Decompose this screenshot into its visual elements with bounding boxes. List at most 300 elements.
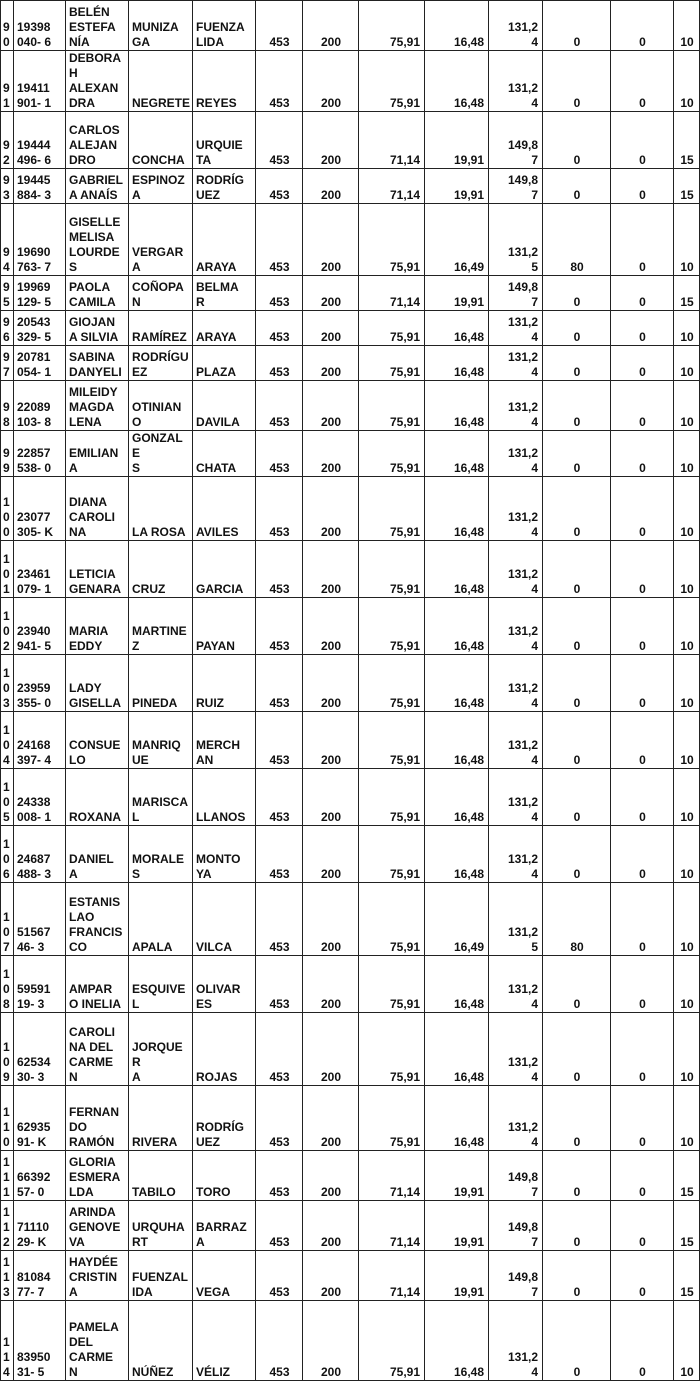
value-cell: 131,2 4 — [489, 1301, 543, 1381]
value-cell: 0 — [543, 712, 611, 769]
value-cell: 10 — [674, 431, 700, 477]
table-row — [1, 1, 700, 51]
value-cell: 200 — [303, 1151, 359, 1201]
value-cell: 200 — [303, 381, 359, 431]
value-cell: 75,91 — [359, 655, 425, 712]
row-index-cell: 1 0 6 — [1, 826, 14, 883]
maternal-surname-cell: VEGA — [193, 1251, 256, 1301]
value-cell: 149,8 7 — [489, 1201, 543, 1251]
row-index-cell: 1 1 1 — [1, 1151, 14, 1201]
first-names-cell: DIANA CAROLI NA — [66, 477, 129, 541]
table-row — [1, 204, 700, 276]
value-cell: 75,91 — [359, 541, 425, 598]
value-cell: 75,91 — [359, 956, 425, 1013]
value-cell: 16,48 — [425, 1086, 489, 1151]
table-row — [1, 1086, 700, 1151]
rut-cell: 51567 46- 3 — [14, 883, 66, 956]
paternal-surname-cell: URQUHA RT — [129, 1201, 193, 1251]
maternal-surname-cell: MERCH AN — [193, 712, 256, 769]
value-cell: 0 — [543, 276, 611, 311]
value-cell: 0 — [611, 311, 674, 346]
paternal-surname-cell: MANRIQ UE — [129, 712, 193, 769]
value-cell: 131,2 4 — [489, 541, 543, 598]
maternal-surname-cell: FUENZA LIDA — [193, 1, 256, 51]
value-cell: 0 — [543, 51, 611, 112]
value-cell: 16,48 — [425, 712, 489, 769]
value-cell: 453 — [256, 1301, 303, 1381]
value-cell: 0 — [611, 826, 674, 883]
value-cell: 15 — [674, 1201, 700, 1251]
value-cell: 0 — [611, 1013, 674, 1086]
value-cell: 75,91 — [359, 204, 425, 276]
first-names-cell: EMILIAN A — [66, 431, 129, 477]
value-cell: 200 — [303, 1251, 359, 1301]
value-cell: 200 — [303, 598, 359, 655]
value-cell: 75,91 — [359, 1, 425, 51]
paternal-surname-cell: ESQUIVE L — [129, 956, 193, 1013]
maternal-surname-cell: PAYAN — [193, 598, 256, 655]
row-index-cell: 9 4 — [1, 204, 14, 276]
paternal-surname-cell: TABILO — [129, 1151, 193, 1201]
value-cell: 0 — [543, 769, 611, 826]
paternal-surname-cell: CONCHA — [129, 112, 193, 169]
value-cell: 19,91 — [425, 169, 489, 204]
value-cell: 10 — [674, 311, 700, 346]
rut-cell: 66392 57- 0 — [14, 1151, 66, 1201]
table-row — [1, 1301, 700, 1381]
paternal-surname-cell: NEGRETE — [129, 51, 193, 112]
paternal-surname-cell: CRUZ — [129, 541, 193, 598]
value-cell: 200 — [303, 541, 359, 598]
value-cell: 16,48 — [425, 769, 489, 826]
value-cell: 0 — [611, 276, 674, 311]
value-cell: 131,2 4 — [489, 956, 543, 1013]
value-cell: 200 — [303, 51, 359, 112]
table-row — [1, 956, 700, 1013]
first-names-cell: MILEIDY MAGDA LENA — [66, 381, 129, 431]
value-cell: 200 — [303, 1301, 359, 1381]
first-names-cell: ARINDA GENOVE VA — [66, 1201, 129, 1251]
first-names-cell: MARIA EDDY — [66, 598, 129, 655]
value-cell: 16,48 — [425, 956, 489, 1013]
first-names-cell: PAMELA DEL CARME N — [66, 1301, 129, 1381]
value-cell: 16,48 — [425, 311, 489, 346]
value-cell: 16,48 — [425, 826, 489, 883]
value-cell: 200 — [303, 655, 359, 712]
value-cell: 0 — [543, 311, 611, 346]
value-cell: 75,91 — [359, 311, 425, 346]
maternal-surname-cell: BARRAZ A — [193, 1201, 256, 1251]
value-cell: 131,2 4 — [489, 769, 543, 826]
row-index-cell: 1 1 2 — [1, 1201, 14, 1251]
value-cell: 0 — [543, 826, 611, 883]
value-cell: 453 — [256, 169, 303, 204]
row-index-cell: 1 1 4 — [1, 1301, 14, 1381]
value-cell: 10 — [674, 204, 700, 276]
value-cell: 75,91 — [359, 1013, 425, 1086]
value-cell: 0 — [611, 346, 674, 381]
paternal-surname-cell: MARTINE Z — [129, 598, 193, 655]
table-row — [1, 541, 700, 598]
value-cell: 149,8 7 — [489, 1151, 543, 1201]
maternal-surname-cell: RUIZ — [193, 655, 256, 712]
value-cell: 453 — [256, 276, 303, 311]
value-cell: 19,91 — [425, 112, 489, 169]
row-index-cell: 1 0 3 — [1, 655, 14, 712]
rut-cell: 81084 77- 7 — [14, 1251, 66, 1301]
maternal-surname-cell: RODRÍG UEZ — [193, 169, 256, 204]
value-cell: 0 — [611, 1, 674, 51]
value-cell: 0 — [611, 1301, 674, 1381]
first-names-cell: GISELLE MELISA LOURDE S — [66, 204, 129, 276]
rut-cell: 59591 19- 3 — [14, 956, 66, 1013]
value-cell: 131,2 4 — [489, 598, 543, 655]
value-cell: 131,2 4 — [489, 477, 543, 541]
value-cell: 0 — [543, 598, 611, 655]
row-index-cell: 9 2 — [1, 112, 14, 169]
rut-cell: 22089 103- 8 — [14, 381, 66, 431]
value-cell: 10 — [674, 477, 700, 541]
row-index-cell: 1 0 0 — [1, 477, 14, 541]
value-cell: 0 — [611, 541, 674, 598]
maternal-surname-cell: AVILES — [193, 477, 256, 541]
value-cell: 16,48 — [425, 1013, 489, 1086]
table-row — [1, 769, 700, 826]
paternal-surname-cell: NÚÑEZ — [129, 1301, 193, 1381]
value-cell: 453 — [256, 769, 303, 826]
value-cell: 0 — [543, 1251, 611, 1301]
value-cell: 15 — [674, 1151, 700, 1201]
first-names-cell: DEBORA H ALEXAN DRA — [66, 51, 129, 112]
value-cell: 0 — [543, 431, 611, 477]
value-cell: 0 — [543, 1, 611, 51]
value-cell: 453 — [256, 1251, 303, 1301]
paternal-surname-cell: RIVERA — [129, 1086, 193, 1151]
table-row — [1, 1251, 700, 1301]
value-cell: 453 — [256, 346, 303, 381]
value-cell: 0 — [543, 1201, 611, 1251]
value-cell: 71,14 — [359, 1151, 425, 1201]
value-cell: 15 — [674, 112, 700, 169]
value-cell: 200 — [303, 112, 359, 169]
value-cell: 453 — [256, 655, 303, 712]
value-cell: 10 — [674, 1013, 700, 1086]
maternal-surname-cell: ROJAS — [193, 1013, 256, 1086]
value-cell: 453 — [256, 311, 303, 346]
rut-cell: 62534 30- 3 — [14, 1013, 66, 1086]
row-index-cell: 1 1 3 — [1, 1251, 14, 1301]
value-cell: 131,2 4 — [489, 1, 543, 51]
maternal-surname-cell: RODRÍG UEZ — [193, 1086, 256, 1151]
value-cell: 200 — [303, 1, 359, 51]
value-cell: 16,48 — [425, 1, 489, 51]
value-cell: 453 — [256, 883, 303, 956]
value-cell: 0 — [543, 1086, 611, 1151]
maternal-surname-cell: MONTO YA — [193, 826, 256, 883]
paternal-surname-cell: MORALE S — [129, 826, 193, 883]
paternal-surname-cell: MUNIZA GA — [129, 1, 193, 51]
value-cell: 80 — [543, 883, 611, 956]
value-cell: 200 — [303, 431, 359, 477]
value-cell: 200 — [303, 169, 359, 204]
value-cell: 15 — [674, 276, 700, 311]
value-cell: 71,14 — [359, 276, 425, 311]
table-row — [1, 311, 700, 346]
value-cell: 0 — [543, 1301, 611, 1381]
value-cell: 75,91 — [359, 381, 425, 431]
maternal-surname-cell: BELMA R — [193, 276, 256, 311]
value-cell: 0 — [611, 883, 674, 956]
value-cell: 16,48 — [425, 431, 489, 477]
value-cell: 131,2 4 — [489, 431, 543, 477]
table-row — [1, 598, 700, 655]
value-cell: 16,49 — [425, 204, 489, 276]
value-cell: 10 — [674, 712, 700, 769]
table-row — [1, 112, 700, 169]
value-cell: 453 — [256, 112, 303, 169]
value-cell: 453 — [256, 826, 303, 883]
value-cell: 75,91 — [359, 431, 425, 477]
value-cell: 71,14 — [359, 1251, 425, 1301]
table-row — [1, 883, 700, 956]
value-cell: 71,14 — [359, 169, 425, 204]
rut-cell: 24687 488- 3 — [14, 826, 66, 883]
maternal-surname-cell: ARAYA — [193, 311, 256, 346]
value-cell: 75,91 — [359, 477, 425, 541]
rut-cell: 22857 538- 0 — [14, 431, 66, 477]
value-cell: 75,91 — [359, 826, 425, 883]
value-cell: 0 — [543, 1151, 611, 1201]
value-cell: 10 — [674, 826, 700, 883]
rut-cell: 20543 329- 5 — [14, 311, 66, 346]
row-index-cell: 1 0 7 — [1, 883, 14, 956]
value-cell: 453 — [256, 598, 303, 655]
value-cell: 131,2 5 — [489, 204, 543, 276]
value-cell: 0 — [611, 1251, 674, 1301]
row-index-cell: 9 0 — [1, 1, 14, 51]
row-index-cell: 1 0 1 — [1, 541, 14, 598]
paternal-surname-cell: LA ROSA — [129, 477, 193, 541]
value-cell: 453 — [256, 381, 303, 431]
value-cell: 75,91 — [359, 51, 425, 112]
table-row — [1, 431, 700, 477]
first-names-cell: FERNAN DO RAMÓN — [66, 1086, 129, 1151]
value-cell: 16,48 — [425, 346, 489, 381]
value-cell: 149,8 7 — [489, 1251, 543, 1301]
first-names-cell: LETICIA GENARA — [66, 541, 129, 598]
value-cell: 16,49 — [425, 883, 489, 956]
rut-cell: 19411 901- 1 — [14, 51, 66, 112]
value-cell: 0 — [543, 169, 611, 204]
value-cell: 200 — [303, 311, 359, 346]
value-cell: 0 — [611, 1086, 674, 1151]
first-names-cell: ESTANIS LAO FRANCIS CO — [66, 883, 129, 956]
value-cell: 453 — [256, 1151, 303, 1201]
first-names-cell: CARLOS ALEJAN DRO — [66, 112, 129, 169]
maternal-surname-cell: CHATA — [193, 431, 256, 477]
value-cell: 200 — [303, 769, 359, 826]
maternal-surname-cell: URQUIE TA — [193, 112, 256, 169]
value-cell: 75,91 — [359, 712, 425, 769]
value-cell: 0 — [543, 477, 611, 541]
value-cell: 10 — [674, 956, 700, 1013]
value-cell: 16,48 — [425, 541, 489, 598]
value-cell: 0 — [611, 655, 674, 712]
row-index-cell: 9 7 — [1, 346, 14, 381]
value-cell: 0 — [611, 381, 674, 431]
value-cell: 0 — [611, 1151, 674, 1201]
first-names-cell: BELÉN ESTEFA NÍA — [66, 1, 129, 51]
value-cell: 10 — [674, 1, 700, 51]
table-row — [1, 381, 700, 431]
row-index-cell: 9 1 — [1, 51, 14, 112]
value-cell: 15 — [674, 169, 700, 204]
paternal-surname-cell: ESPINOZ A — [129, 169, 193, 204]
rut-cell: 19969 129- 5 — [14, 276, 66, 311]
value-cell: 453 — [256, 431, 303, 477]
first-names-cell: CONSUE LO — [66, 712, 129, 769]
first-names-cell: DANIEL A — [66, 826, 129, 883]
value-cell: 131,2 4 — [489, 655, 543, 712]
value-cell: 16,48 — [425, 598, 489, 655]
value-cell: 16,48 — [425, 1301, 489, 1381]
value-cell: 0 — [543, 112, 611, 169]
maternal-surname-cell: TORO — [193, 1151, 256, 1201]
value-cell: 0 — [543, 381, 611, 431]
value-cell: 453 — [256, 477, 303, 541]
row-index-cell: 1 0 5 — [1, 769, 14, 826]
row-index-cell: 1 0 8 — [1, 956, 14, 1013]
row-index-cell: 9 6 — [1, 311, 14, 346]
value-cell: 10 — [674, 346, 700, 381]
maternal-surname-cell: GARCIA — [193, 541, 256, 598]
paternal-surname-cell: PINEDA — [129, 655, 193, 712]
row-index-cell: 9 9 — [1, 431, 14, 477]
value-cell: 0 — [611, 431, 674, 477]
value-cell: 19,91 — [425, 276, 489, 311]
value-cell: 131,2 5 — [489, 883, 543, 956]
value-cell: 149,8 7 — [489, 169, 543, 204]
value-cell: 16,48 — [425, 381, 489, 431]
value-cell: 0 — [543, 346, 611, 381]
rut-cell: 23959 355- 0 — [14, 655, 66, 712]
table-row — [1, 346, 700, 381]
paternal-surname-cell: FUENZAL IDA — [129, 1251, 193, 1301]
maternal-surname-cell: LLANOS — [193, 769, 256, 826]
value-cell: 0 — [543, 655, 611, 712]
rut-cell: 19444 496- 6 — [14, 112, 66, 169]
paternal-surname-cell: OTINIAN O — [129, 381, 193, 431]
value-cell: 453 — [256, 956, 303, 1013]
value-cell: 453 — [256, 1086, 303, 1151]
value-cell: 453 — [256, 1013, 303, 1086]
first-names-cell: HAYDÉE CRISTIN A — [66, 1251, 129, 1301]
value-cell: 10 — [674, 655, 700, 712]
value-cell: 75,91 — [359, 598, 425, 655]
value-cell: 453 — [256, 1201, 303, 1251]
first-names-cell: LADY GISELLA — [66, 655, 129, 712]
first-names-cell: GIOJAN A SILVIA — [66, 311, 129, 346]
paternal-surname-cell: RAMÍREZ — [129, 311, 193, 346]
value-cell: 80 — [543, 204, 611, 276]
rut-cell: 23940 941- 5 — [14, 598, 66, 655]
value-cell: 200 — [303, 712, 359, 769]
value-cell: 10 — [674, 1301, 700, 1381]
table-row — [1, 655, 700, 712]
value-cell: 10 — [674, 51, 700, 112]
value-cell: 0 — [611, 51, 674, 112]
rut-cell: 24338 008- 1 — [14, 769, 66, 826]
paternal-surname-cell: JORQUER A — [129, 1013, 193, 1086]
value-cell: 0 — [611, 204, 674, 276]
first-names-cell: PAOLA CAMILA — [66, 276, 129, 311]
row-index-cell: 9 5 — [1, 276, 14, 311]
value-cell: 10 — [674, 381, 700, 431]
value-cell: 0 — [543, 1013, 611, 1086]
rut-cell: 19690 763- 7 — [14, 204, 66, 276]
first-names-cell: ROXANA — [66, 769, 129, 826]
maternal-surname-cell: REYES — [193, 51, 256, 112]
value-cell: 131,2 4 — [489, 346, 543, 381]
value-cell: 15 — [674, 1251, 700, 1301]
value-cell: 10 — [674, 1086, 700, 1151]
value-cell: 75,91 — [359, 346, 425, 381]
value-cell: 75,91 — [359, 1301, 425, 1381]
maternal-surname-cell: OLIVAR ES — [193, 956, 256, 1013]
table-row — [1, 51, 700, 112]
value-cell: 131,2 4 — [489, 712, 543, 769]
value-cell: 0 — [611, 712, 674, 769]
paternal-surname-cell: COÑOPA N — [129, 276, 193, 311]
value-cell: 131,2 4 — [489, 1013, 543, 1086]
table-row — [1, 1151, 700, 1201]
maternal-surname-cell: ARAYA — [193, 204, 256, 276]
table-row — [1, 712, 700, 769]
value-cell: 0 — [611, 769, 674, 826]
table-row — [1, 169, 700, 204]
value-cell: 10 — [674, 598, 700, 655]
rut-cell: 19445 884- 3 — [14, 169, 66, 204]
value-cell: 19,91 — [425, 1201, 489, 1251]
value-cell: 200 — [303, 276, 359, 311]
value-cell: 149,8 7 — [489, 112, 543, 169]
value-cell: 200 — [303, 956, 359, 1013]
rut-cell: 20781 054- 1 — [14, 346, 66, 381]
paternal-surname-cell: RODRÍGU EZ — [129, 346, 193, 381]
paternal-surname-cell: VERGARA — [129, 204, 193, 276]
value-cell: 19,91 — [425, 1251, 489, 1301]
table-row — [1, 477, 700, 541]
maternal-surname-cell: VÉLIZ — [193, 1301, 256, 1381]
value-cell: 16,48 — [425, 477, 489, 541]
value-cell: 10 — [674, 769, 700, 826]
value-cell: 131,2 4 — [489, 1086, 543, 1151]
row-index-cell: 1 0 9 — [1, 1013, 14, 1086]
rut-cell: 71110 29- K — [14, 1201, 66, 1251]
value-cell: 16,48 — [425, 655, 489, 712]
rut-cell: 23077 305- K — [14, 477, 66, 541]
paternal-surname-cell: GONZALE S — [129, 431, 193, 477]
table-row — [1, 1201, 700, 1251]
rut-cell: 23461 079- 1 — [14, 541, 66, 598]
value-cell: 200 — [303, 204, 359, 276]
value-cell: 75,91 — [359, 769, 425, 826]
value-cell: 19,91 — [425, 1151, 489, 1201]
value-cell: 453 — [256, 712, 303, 769]
rut-cell: 24168 397- 4 — [14, 712, 66, 769]
value-cell: 0 — [611, 112, 674, 169]
value-cell: 200 — [303, 883, 359, 956]
